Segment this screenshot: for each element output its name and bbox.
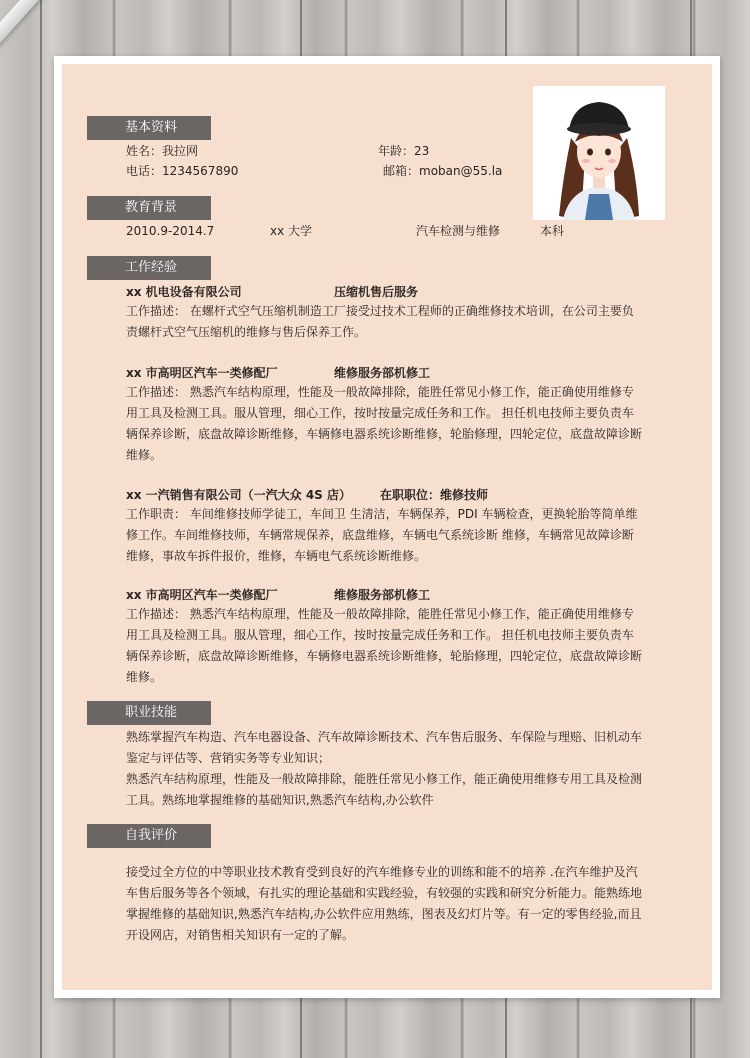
age-field: 年龄：23	[378, 144, 430, 158]
job-description-line: 辆保养诊断，底盘故障诊断维修，车辆修电器系统诊断维修，轮胎修理，四轮定位，底盘故障诊断	[126, 427, 643, 441]
skills-line: 鉴定与评估等、营销实务等专业知识；	[126, 751, 331, 765]
job-description-line: 维修。	[126, 448, 163, 462]
education-degree: 本科	[540, 224, 565, 238]
job-description-line: 责螺杆式空气压缩机的维修与售后保养工作。	[126, 325, 367, 339]
skills-text	[126, 727, 658, 811]
avatar	[533, 86, 665, 220]
job-description-line: 维修，事故车拆件报价，维修，车辆电气系统诊断维修。	[126, 549, 427, 563]
job-description-line: 工作描述： 熟悉汽车结构原理，性能及一般故障排除，能胜任常见小修工作，能正确使用维修专	[126, 607, 634, 621]
self-evaluation-line: 开设网店，对销售相关知识有一定的了解。	[126, 928, 355, 942]
job-company: xx 市高明区汽车一类修配厂	[126, 588, 278, 602]
job-description-line: 修工作。车间维修技师，车辆常规保养，底盘维修，车辆电气系统诊断 维修，车辆常见故障诊断	[126, 528, 634, 542]
section-title-work: 工作经验	[87, 256, 211, 280]
self-evaluation-text	[126, 862, 658, 946]
job-company: xx 一汽销售有限公司（一汽大众 4S 店）	[126, 488, 352, 502]
job-description-line: 用工具及检测工具。服从管理，细心工作，按时按量完成任务和工作。 担任机电技师主要负责车	[126, 406, 634, 420]
skills-line: 熟练掌握汽车构造、汽车电器设备、汽车故障诊断技术、汽车售后服务、车保险与理赔、旧机动车	[126, 730, 643, 744]
plank-groove	[40, 0, 42, 1058]
job-description	[126, 604, 658, 688]
section-title-self: 自我评价	[87, 824, 211, 848]
phone-field: 电话：1234567890	[126, 164, 239, 178]
education-major: 汽车检测与维修	[416, 224, 501, 238]
job-description-line: 工作描述： 熟悉汽车结构原理，性能及一般故障排除，能胜任常见小修工作，能正确使用维修专	[126, 385, 634, 399]
job-position: 压缩机售后服务	[334, 285, 419, 299]
job-description-line: 辆保养诊断，底盘故障诊断维修，车辆修电器系统诊断维修，轮胎修理，四轮定位，底盘故障诊断	[126, 649, 643, 663]
skills-line: 工具。熟练地掌握维修的基础知识,熟悉汽车结构,办公软件	[126, 793, 434, 807]
job-position: 维修服务部机修工	[334, 366, 431, 380]
avatar-illustration	[533, 86, 665, 220]
section-title-basic: 基本资料	[87, 116, 211, 140]
job-company: xx 机电设备有限公司	[126, 285, 242, 299]
section-title-education: 教育背景	[87, 196, 211, 220]
education-school: xx 大学	[270, 224, 313, 238]
job-company: xx 市高明区汽车一类修配厂	[126, 366, 278, 380]
self-evaluation-line: 掌握维修的基础知识,熟悉汽车结构,办公软件应用熟练，图表及幻灯片等。有一定的零售经验,而且	[126, 907, 642, 921]
job-description-line: 维修。	[126, 670, 163, 684]
job-position: 维修服务部机修工	[334, 588, 431, 602]
job-description	[126, 382, 658, 466]
self-evaluation-line: 车售后服务等各个领域，有扎实的理论基础和实践经验，有较强的实践和研究分析能力。能熟练地	[126, 886, 643, 900]
name-field: 姓名：我拉网	[126, 144, 199, 158]
skills-line: 熟悉汽车结构原理，性能及一般故障排除，能胜任常见小修工作，能正确使用维修专用工具及检测	[126, 772, 643, 786]
education-period: 2010.9-2014.7	[126, 224, 215, 238]
job-description	[126, 301, 658, 343]
self-evaluation-line: 接受过全方位的中等职业技术教育受到良好的汽车维修专业的训练和能不的培养 .在汽车维护及汽	[126, 865, 638, 879]
job-position: 在职职位：维修技师	[380, 488, 489, 502]
section-title-skills: 职业技能	[87, 701, 211, 725]
job-description-line: 工作描述： 在螺杆式空气压缩机制造工厂接受过技术工程师的正确维修技术培训，在公司主要负	[126, 304, 634, 318]
job-description	[126, 504, 658, 567]
job-description-line: 工作职责： 车间维修技师学徒工，车间卫 生清洁，车辆保养，PDI 车辆检查，更换轮胎等简单维	[126, 507, 638, 521]
email-field: 邮箱：moban@55.la	[383, 164, 503, 178]
job-description-line: 用工具及检测工具。服从管理，细心工作，按时按量完成任务和工作。 担任机电技师主要负责车	[126, 628, 634, 642]
